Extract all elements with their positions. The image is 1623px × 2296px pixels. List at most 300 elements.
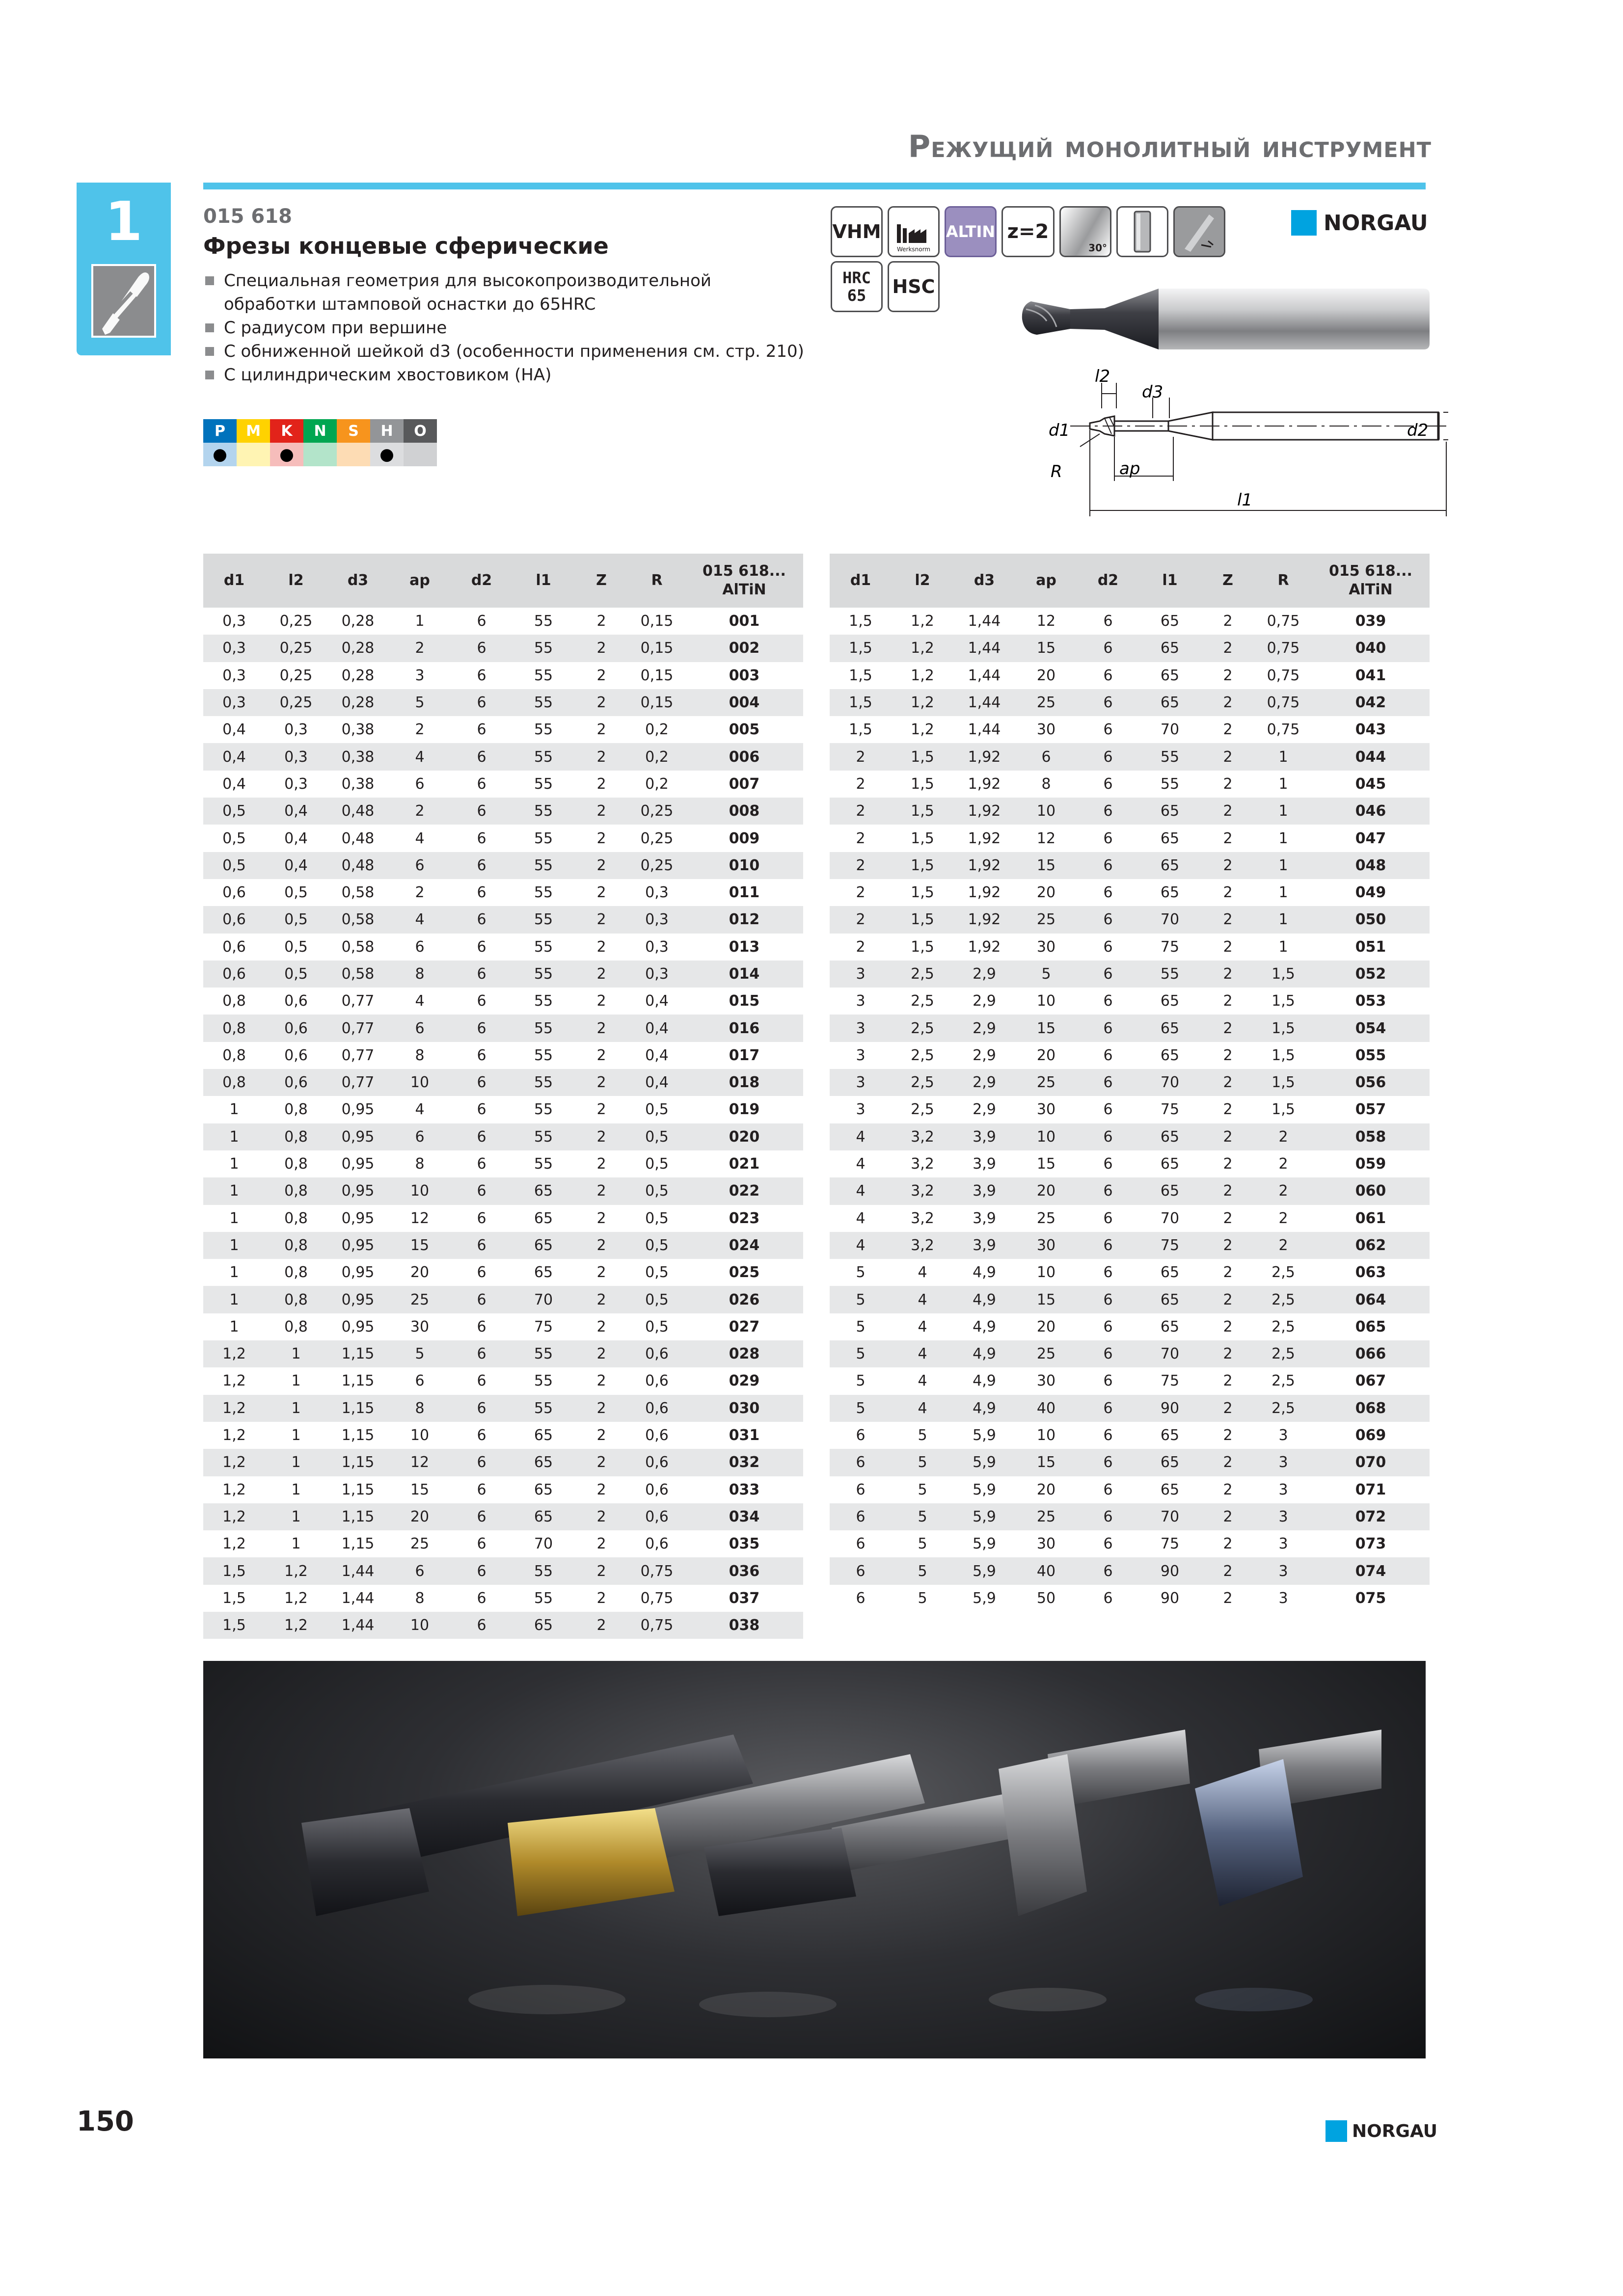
table-cell: 55 [534,938,553,956]
table-cell: 6 [477,1372,487,1390]
table-cell: 40 [1015,1557,1077,1584]
table-row [830,1449,1430,1476]
table-cell: 0,2 [645,721,669,739]
table-cell: 3,9 [973,1155,996,1173]
article-code: 040 [1312,635,1430,662]
table-cell: 2 [596,1264,606,1281]
table-cell: 6 [451,635,513,662]
table-cell: 0,6 [645,1481,669,1498]
table-cell: 4,9 [973,1318,996,1335]
table-cell: 6 [1103,829,1113,847]
table-cell: 65 [1160,829,1180,847]
table-cell: 1,2 [892,689,953,716]
table-cell: 6 [1103,992,1113,1010]
column-header-code [1312,554,1430,608]
table-row [830,961,1430,988]
table-cell: 1 [229,1101,239,1119]
article-code: 001 [729,613,760,630]
table-cell: 6 [1103,1155,1113,1173]
table-cell: 2 [1201,1015,1255,1041]
table-cell: 15 [1015,1449,1077,1476]
table-cell: 2 [830,743,892,770]
table-cell: 1,2 [203,1395,265,1422]
article-code: 038 [685,1612,803,1639]
table-cell: 30 [1036,938,1056,956]
table-cell: 1,5 [892,906,953,933]
table-row [203,771,803,798]
table-cell: 2 [574,798,628,825]
table-cell: 3,2 [892,1123,953,1150]
table-cell: 2 [1201,689,1255,716]
table-cell: 3 [856,1101,866,1119]
table-row [830,743,1430,770]
table-cell: 0,3 [265,743,327,770]
table-cell: 0,3 [645,938,669,956]
column-header-r: R [628,554,685,608]
column-header-l2: l2 [892,554,953,608]
table-cell: 6 [451,1069,513,1096]
material-suitability-4 [337,443,370,466]
table-cell: 55 [513,1557,574,1584]
table-cell: 1,44 [953,689,1015,716]
table-cell: 2,5 [1255,1286,1312,1313]
table-cell: 70 [1139,1340,1201,1367]
material-group-0: P [203,419,237,443]
footer-brand-logo [1325,2120,1437,2142]
table-cell: 65 [513,1177,574,1204]
table-cell: 0,75 [1267,667,1300,684]
werksnorm-badge [888,206,940,257]
table-cell: 1,44 [968,613,1001,630]
table-cell: 2,9 [953,961,1015,988]
table-cell: 10 [410,1427,430,1444]
article-code: 062 [1312,1232,1430,1259]
table-cell: 1,2 [222,1481,246,1498]
article-code: 003 [729,667,760,684]
table-cell: 55 [513,1069,574,1096]
table-row [203,798,803,825]
table-cell: 65 [1139,852,1201,879]
table-cell: 6 [1077,1449,1139,1476]
table-row [830,716,1430,743]
table-cell: 8 [389,1395,451,1422]
table-cell: 6 [1103,1318,1113,1335]
article-code: 030 [685,1395,803,1422]
table-cell: 6 [451,1503,513,1530]
table-cell: 5 [830,1286,892,1313]
table-cell: 20 [1036,884,1056,902]
table-cell: 25 [1015,1503,1077,1530]
table-row [203,1612,803,1639]
column-header-z: Z [574,554,628,608]
table-row [830,1096,1430,1123]
table-cell: 0,77 [341,1046,375,1064]
feature-item: С цилиндрическим хвостовиком (HA) [203,363,817,387]
page-number: 150 [77,2106,134,2137]
table-cell: 6 [477,829,487,847]
table-cell: 15 [1015,1015,1077,1041]
factory-icon [894,221,933,246]
table-cell: 1,2 [284,1589,308,1607]
material-suitability-1 [237,443,270,466]
table-cell: 2,5 [911,1046,934,1064]
table-cell: 6 [477,1046,487,1064]
table-row [203,1395,803,1422]
table-cell: 1 [229,1264,239,1281]
table-cell: 4 [892,1286,953,1313]
table-row [203,1205,803,1232]
table-cell: 0,4 [628,1069,685,1096]
column-header-l1: l1 [513,554,574,608]
table-cell: 15 [1036,1155,1056,1173]
table-cell: 6 [1103,1101,1113,1119]
article-code: 050 [1312,906,1430,933]
table-cell: 5 [856,1372,866,1390]
table-cell: 2 [574,1232,628,1259]
table-cell: 6 [1077,1123,1139,1150]
article-code: 057 [1355,1101,1386,1119]
table-row [830,662,1430,689]
table-cell: 0,5 [265,906,327,933]
table-cell: 1 [291,1427,301,1444]
end-mill-image [1011,280,1434,363]
table-cell: 1,5 [911,938,934,956]
feature-item: Специальная геометрия для высокопроизводительной [203,269,817,293]
table-cell: 4 [415,992,425,1010]
table-cell: 1,44 [953,635,1015,662]
table-cell: 55 [1160,775,1180,793]
table-cell: 5,9 [953,1449,1015,1476]
label-d2: d2 [1407,421,1429,440]
table-cell: 65 [534,1264,553,1281]
article-code: 070 [1312,1449,1430,1476]
table-cell: 0,5 [628,1232,685,1259]
vhm-label: VHM [832,221,881,242]
table-cell: 6 [1077,1503,1139,1530]
table-cell: 4,9 [973,1264,996,1281]
table-cell: 2 [1201,743,1255,770]
table-cell: 65 [534,1209,553,1227]
table-cell: 1,5 [911,829,934,847]
table-cell: 2 [596,1209,606,1227]
table-row [830,852,1430,879]
brand-name: NORGAU [1324,210,1428,236]
table-cell: 0,6 [645,1427,669,1444]
table-cell: 6 [856,1589,866,1607]
table-cell: 6 [830,1557,892,1584]
table-cell: 2,5 [1255,1340,1312,1367]
table-cell: 2 [1223,667,1233,684]
table-cell: 0,75 [640,1589,674,1607]
table-cell: 2 [574,906,628,933]
table-cell: 5 [892,1503,953,1530]
table-cell: 1,15 [327,1449,389,1476]
table-cell: 1 [1255,798,1312,825]
table-cell: 5 [918,1427,927,1444]
hrc-badge [831,261,883,312]
article-code: 043 [1355,721,1386,739]
table-cell: 6 [477,667,487,684]
table-cell: 3 [830,1015,892,1041]
table-row [203,988,803,1015]
table-cell: 3 [856,992,866,1010]
table-cell: 8 [415,1155,425,1173]
table-cell: 1,5 [892,798,953,825]
table-row [830,1557,1430,1584]
table-cell: 10 [389,1612,451,1639]
table-cell: 65 [1160,1427,1180,1444]
table-cell: 1 [1278,884,1288,902]
table-cell: 2,5 [911,1101,934,1119]
table-row [203,1503,803,1530]
table-cell: 2 [1278,1155,1288,1173]
table-cell: 30 [1036,721,1056,739]
table-cell: 1,15 [341,1427,375,1444]
article-code: 039 [1355,613,1386,630]
table-cell: 0,4 [222,775,246,793]
table-cell: 65 [1139,689,1201,716]
table-cell: 70 [1139,1503,1201,1530]
table-cell: 6 [1103,1481,1113,1498]
table-cell: 15 [1015,1286,1077,1313]
table-cell: 65 [513,1232,574,1259]
table-cell: 6 [856,1481,866,1498]
table-cell: 6 [477,775,487,793]
table-cell: 2 [856,938,866,956]
table-cell: 10 [389,1069,451,1096]
table-cell: 0,75 [1255,689,1312,716]
table-cell: 2 [1201,1557,1255,1584]
table-cell: 5 [830,1395,892,1422]
table-cell: 6 [1077,1177,1139,1204]
table-cell: 2 [596,1427,606,1444]
table-cell: 0,5 [628,1123,685,1150]
table-cell: 0,6 [284,992,308,1010]
table-cell: 6 [1077,689,1139,716]
table-cell: 10 [1036,1264,1056,1281]
table-cell: 6 [1077,1340,1139,1367]
table-cell: 6 [1077,852,1139,879]
table-cell: 2 [596,775,606,793]
table-cell: 1,2 [222,1372,246,1390]
table-cell: 0,6 [222,884,246,902]
table-cell: 3,2 [911,1209,934,1227]
table-cell: 55 [513,743,574,770]
article-code: 020 [685,1123,803,1150]
table-cell: 65 [1139,635,1201,662]
table-cell: 2,5 [1271,1372,1295,1390]
article-code: 074 [1312,1557,1430,1584]
table-cell: 0,15 [628,689,685,716]
table-cell: 2 [1255,1123,1312,1150]
table-cell: 4,9 [953,1286,1015,1313]
column-header-ap: ap [389,554,451,608]
table-cell: 0,6 [628,1340,685,1367]
table-cell: 1,92 [968,938,1001,956]
table-cell: 65 [534,1481,553,1498]
table-cell: 1,2 [265,1612,327,1639]
table-cell: 0,28 [341,667,375,684]
table-cell: 6 [1103,1372,1113,1390]
table-cell: 0,4 [222,721,246,739]
table-cell: 30 [1036,1372,1056,1390]
table-cell: 1,15 [341,1481,375,1498]
werksnorm-label: Werksnorm [896,246,931,253]
table-cell: 1,5 [849,667,872,684]
header-rule [203,183,1426,189]
table-cell: 1 [203,1286,265,1313]
table-cell: 1 [265,1340,327,1367]
table-cell: 2,5 [892,1069,953,1096]
table-cell: 1 [1255,852,1312,879]
table-cell: 4 [389,906,451,933]
table-row [203,1123,803,1150]
table-cell: 2 [596,1155,606,1173]
table-cell: 55 [534,1046,553,1064]
table-cell: 5,9 [953,1503,1015,1530]
table-cell: 0,3 [284,721,308,739]
table-cell: 2 [415,721,425,739]
table-cell: 25 [410,1535,430,1553]
product-code: 015 618 [203,205,292,228]
table-cell: 90 [1139,1395,1201,1422]
table-cell: 65 [1160,1481,1180,1498]
table-cell: 6 [1077,1232,1139,1259]
table-row [203,1259,803,1286]
article-code: 073 [1355,1535,1386,1553]
table-cell: 4 [830,1123,892,1150]
table-cell: 65 [1139,1177,1201,1204]
table-cell: 6 [1103,775,1113,793]
label-d3: d3 [1142,382,1163,402]
table-cell: 65 [1139,1015,1201,1041]
table-cell: 0,75 [1255,635,1312,662]
table-row [203,1422,803,1449]
table-row [203,1476,803,1503]
table-row [203,635,803,662]
table-cell: 2 [574,852,628,879]
flutes-badge [1001,206,1055,257]
article-code: 063 [1355,1264,1386,1281]
article-code: 023 [729,1209,760,1227]
table-row [830,934,1430,961]
article-code: 059 [1355,1155,1386,1173]
feature-list [203,269,817,387]
table-row [203,1015,803,1041]
table-cell: 0,58 [327,961,389,988]
table-cell: 4,9 [953,1395,1015,1422]
table-cell: 0,75 [628,1557,685,1584]
table-cell: 2 [1223,613,1233,630]
table-cell: 0,4 [628,1015,685,1041]
article-code: 012 [685,906,803,933]
altin-label: ALTIN [946,222,996,241]
table-cell: 75 [1160,1372,1180,1390]
table-cell: 6 [1103,1535,1113,1553]
table-cell: 1,15 [327,1395,389,1422]
table-cell: 1 [291,1372,301,1390]
table-cell: 0,6 [628,1449,685,1476]
material-suitability-6 [404,443,437,466]
table-cell: 0,8 [203,1069,265,1096]
table-cell: 1,2 [911,667,934,684]
table-cell: 2 [1223,1209,1233,1227]
table-cell: 6 [389,852,451,879]
table-cell: 1,15 [327,1503,389,1530]
table-cell: 2 [856,884,866,902]
article-code: 065 [1355,1318,1386,1335]
table-row [830,825,1430,852]
table-cell: 2 [1223,1046,1233,1064]
table-cell: 2 [574,1449,628,1476]
table-cell: 6 [477,1264,487,1281]
article-code: 045 [1355,775,1386,793]
table-cell: 20 [1036,667,1056,684]
table-cell: 4 [918,1372,927,1390]
article-code: 013 [729,938,760,956]
article-code: 029 [729,1372,760,1390]
table-cell: 65 [1139,798,1201,825]
table-cell: 2 [1223,1535,1233,1553]
table-cell: 12 [1036,613,1056,630]
article-code: 053 [1355,992,1386,1010]
table-cell: 0,6 [284,1046,308,1064]
table-cell: 0,5 [645,1209,669,1227]
code-header-line-2: AlTiN [722,581,766,598]
table-row [830,1042,1430,1069]
table-cell: 2 [596,938,606,956]
altin-badge [945,206,997,257]
chapter-tab [77,183,171,355]
table-cell: 2 [574,1177,628,1204]
code-header-line-1: 015 618... [703,562,786,580]
table-cell: 65 [534,1427,553,1444]
table-cell: 1,92 [953,743,1015,770]
table-cell: 20 [1036,1481,1056,1498]
table-row [203,1557,803,1584]
article-code: 034 [685,1503,803,1530]
material-group-2: K [270,419,303,443]
table-cell: 6 [477,721,487,739]
table-cell: 0,8 [284,1264,308,1281]
table-cell: 5 [918,1535,927,1553]
table-cell: 5 [918,1589,927,1607]
table-cell: 25 [1015,1340,1077,1367]
table-cell: 55 [534,884,553,902]
article-code: 032 [685,1449,803,1476]
table-cell: 1 [291,1535,301,1553]
feature-item: С обниженной шейкой d3 (особенности применения см. стр. 210) [203,340,817,363]
table-cell: 20 [1036,1318,1056,1335]
table-cell: 0,95 [341,1101,375,1119]
material-group-1: M [237,419,270,443]
table-cell: 6 [477,1481,487,1498]
table-cell: 0,3 [284,775,308,793]
helix-angle-label: 30° [1088,242,1107,254]
table-row [203,825,803,852]
label-r: R [1051,462,1062,481]
table-cell: 0,38 [341,721,375,739]
table-cell: 0,8 [265,1123,327,1150]
cylindrical-shank-icon [1116,206,1168,257]
table-cell: 6 [451,1286,513,1313]
table-cell: 2,5 [911,992,934,1010]
table-cell: 55 [534,1155,553,1173]
table-cell: 75 [1160,1101,1180,1119]
table-cell: 0,2 [645,775,669,793]
table-cell: 55 [534,829,553,847]
table-cell: 55 [513,1015,574,1041]
